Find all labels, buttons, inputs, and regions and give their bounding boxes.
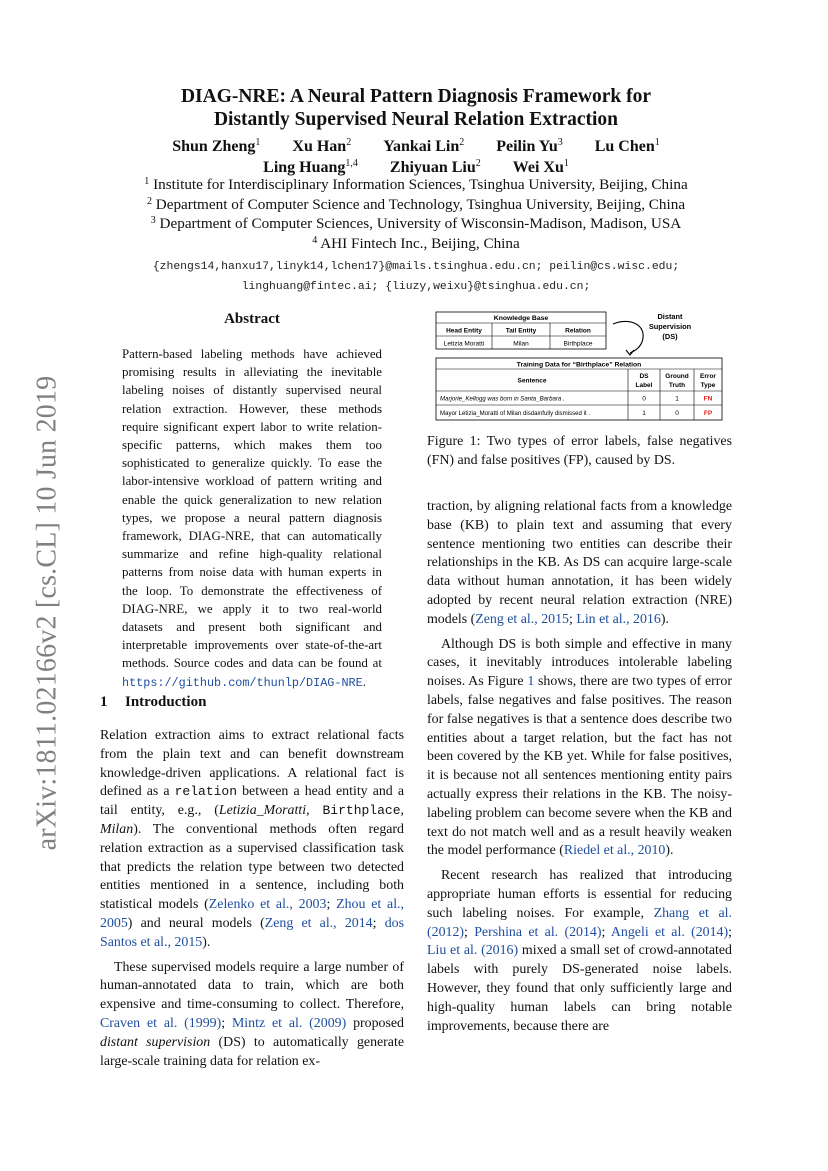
citation-link[interactable]: Liu et al. (2016) (427, 943, 519, 959)
citation-link[interactable]: dos Santos et al., 2015 (100, 915, 404, 950)
paragraph: These supervised models require a large number of human-annotated data to train, which are both expensive and time-consuming to collect. Therefore, Craven et al. (1999); Mintz et al. (2009) proposed distant supervision (DS) to automatically generate large-scale training data for relation ex- (100, 959, 404, 1069)
error-type-fn: FN (703, 395, 713, 403)
paragraph: Recent research has realized that introducing appropriate human efforts is essential for reducing such labeling noises. For example, Zhang et al. (2012); Pershina et al. (2014); Angeli et al. (2014); Liu et al. (2016) mixed a small set of crowd-annotated labels with purely DS-generated noise labels. However, they found that only sufficiently large and high-quality human labels can bring notable improvements, because there are (427, 868, 732, 1034)
training-cell: 0 (675, 410, 679, 417)
figure-1-caption: Figure 1: Two types of error labels, false negatives (FN) and false positives (FP), caused by DS. (427, 434, 732, 468)
ds-label: (DS) (662, 332, 678, 341)
arxiv-identifier: arXiv:1811.02166v2 [cs.CL] 10 Jun 2019 (31, 375, 62, 851)
citation-link[interactable]: Mintz et al. (2009) (231, 1015, 347, 1031)
ds-label: Distant (657, 312, 683, 321)
affiliation: $^1$ Institute for Interdisciplinary Information Sciences, Tsinghua University, Beijing, China (144, 176, 688, 193)
author: Lu Chen$^1$ (594, 137, 660, 155)
abstract-heading: Abstract (224, 311, 280, 327)
author: Yankai Lin$^2$ (383, 137, 465, 155)
author: Peilin Yu$^3$ (496, 137, 563, 155)
training-header: Error (700, 373, 716, 380)
training-cell: 1 (642, 410, 646, 417)
training-header: Sentence (517, 377, 547, 385)
training-header: DS (639, 373, 649, 380)
author: Xu Han$^2$ (292, 137, 352, 155)
training-header: Ground (665, 373, 689, 380)
kb-header: Relation (565, 327, 591, 335)
author: Shun Zheng$^1$ (172, 137, 261, 155)
knowledge-base-table (436, 312, 606, 349)
author: Wei Xu$^1$ (512, 158, 569, 176)
training-cell: 1 (675, 395, 679, 403)
affiliation: $^4$ AHI Fintech Inc., Beijing, China (312, 234, 520, 252)
kb-cell: Birthplace (563, 340, 593, 348)
abstract-body: Pattern-based labeling methods have achieved promising results in alleviating the inevitable labeling noises of distantly supervised neural relation extraction. However, these methods require significant expert labor to write relation-specific patterns, which makes them too sophisticated to generalize quickly. To ease the labor-intensive workload of pattern writing and enable the quick generalization to new relation types, we propose a neural pattern diagnosis framework, DIAG-NRE, that can automatically summarize and refine high-quality relational patterns from noise data with human experts in the loop. To demonstrate the effectiveness of DIAG-NRE, we apply it to two real-world datasets and present both significant and interpretable improvements over state-of-the-art methods. Source codes and data can be found at https://github.com/thunlp/DIAG-NRE. (122, 347, 382, 690)
paper-title: DIAG-NRE: A Neural Pattern Diagnosis Framework for Distantly Supervised Neural Relation Extraction (180, 86, 652, 130)
citation-link[interactable]: Zhang et al. (2012) (427, 905, 732, 940)
citation-link[interactable]: Craven et al. (1999) (100, 1015, 222, 1031)
citation-link[interactable]: Riedel et al., 2010 (563, 843, 666, 859)
figure-1-diagram (430, 309, 732, 421)
distant-supervision-arrow-icon (613, 321, 643, 355)
training-title: Training Data for “Birthplace” Relation (516, 361, 642, 369)
citation-link[interactable]: Zhou et al., 2005 (100, 897, 404, 931)
citation-link[interactable]: Pershina et al. (2014) (474, 924, 602, 940)
code-link[interactable]: https://github.com/thunlp/DIAG-NRE (122, 675, 363, 690)
citation-link[interactable]: Zeng et al., 2014 (264, 915, 373, 931)
citation-link[interactable]: Zelenko et al., 2003 (208, 897, 327, 913)
error-type-fp: FP (703, 410, 713, 417)
paragraph: Although DS is both simple and effective in many cases, it inevitably introduces intolerable labeling noises. As Figure 1 shows, there are two types of error labels, false negatives and false positives. The reason for false negatives is that a sentence does describe two entities about a target relation, but the fact has not been covered by the KB yet. While for false positives, it is because not all sentences mentioning entity pairs actually express their relations in the KB. The noisy-labeling problem can become severe when the KB and text do not match well and as a result heavily weaken the model performance (Riedel et al., 2010). (427, 636, 733, 859)
affiliation: $^3$ Department of Computer Sciences, University of Wisconsin-Madison, Madison, USA (150, 215, 682, 232)
ds-label: Supervision (648, 322, 692, 331)
training-header: Label (635, 382, 653, 389)
kb-title: Knowledge Base (493, 315, 549, 322)
author: Zhiyuan Liu$^2$ (389, 158, 481, 176)
kb-cell: Letizia Moratti (443, 340, 485, 348)
training-header: Type (700, 382, 716, 389)
section-heading: 1 Introduction (100, 694, 207, 710)
left-column-text (100, 727, 404, 1077)
training-data-table (436, 358, 722, 420)
right-column-text (427, 498, 732, 1042)
kb-header: Head Entity (446, 327, 482, 335)
training-cell: 0 (642, 395, 646, 403)
training-header: Truth (668, 382, 686, 389)
citation-link[interactable]: Lin et al., 2016 (576, 611, 661, 627)
citation-link[interactable]: Angeli et al. (2014) (610, 924, 729, 940)
figure-1 (430, 309, 732, 421)
email-list: {zhengs14,hanxu17,linyk14,lchen17}@mails.tsinghua.edu.cn; peilin@cs.wisc.edu; linghuang@fintec.ai; {liuzy,weixu}@tsinghua.edu.cn; (152, 261, 680, 293)
kb-cell: Milan (513, 340, 529, 348)
citation-link[interactable]: Zeng et al., 2015 (475, 611, 569, 627)
affiliation-list (100, 175, 732, 253)
training-sentence: Mayor Letizia_Moratti of Milan disdainfully dismissed it . (440, 410, 591, 417)
author-list (100, 136, 732, 178)
training-sentence: Marjorie_Kellogg was born in Santa_Barbara . (440, 395, 565, 403)
paragraph: traction, by aligning relational facts from a knowledge base (KB) to plain text and assuming that every sentence mentioning two entities can describe their relationships in the KB. As DS can acquire large-scale data without human annotation, it has been widely adopted by recent neural relation extraction (NRE) models (Zeng et al., 2015; Lin et al., 2016). (427, 499, 732, 627)
paragraph: Relation extraction aims to extract relational facts from the plain text and can benefit downstream knowledge-driven applications. A relational fact is defined as a relation between a head entity and a tail entity, e.g., (Letizia_Moratti, Birthplace, Milan). The conventional methods often regard relation extraction as a supervised classification task that predicts the relation type between two detected entities mentioned in a sentence, including both statistical models (Zelenko et al., 2003; Zhou et al., 2005) and neural models (Zeng et al., 2014; dos Santos et al., 2015). (100, 728, 404, 950)
figure-reference[interactable]: 1 (527, 674, 535, 690)
author: Ling Huang$^{1,4}$ (263, 158, 358, 176)
affiliation: $^2$ Department of Computer Science and Technology, Tsinghua University, Beijing, China (146, 195, 686, 213)
kb-header: Tail Entity (505, 327, 537, 335)
